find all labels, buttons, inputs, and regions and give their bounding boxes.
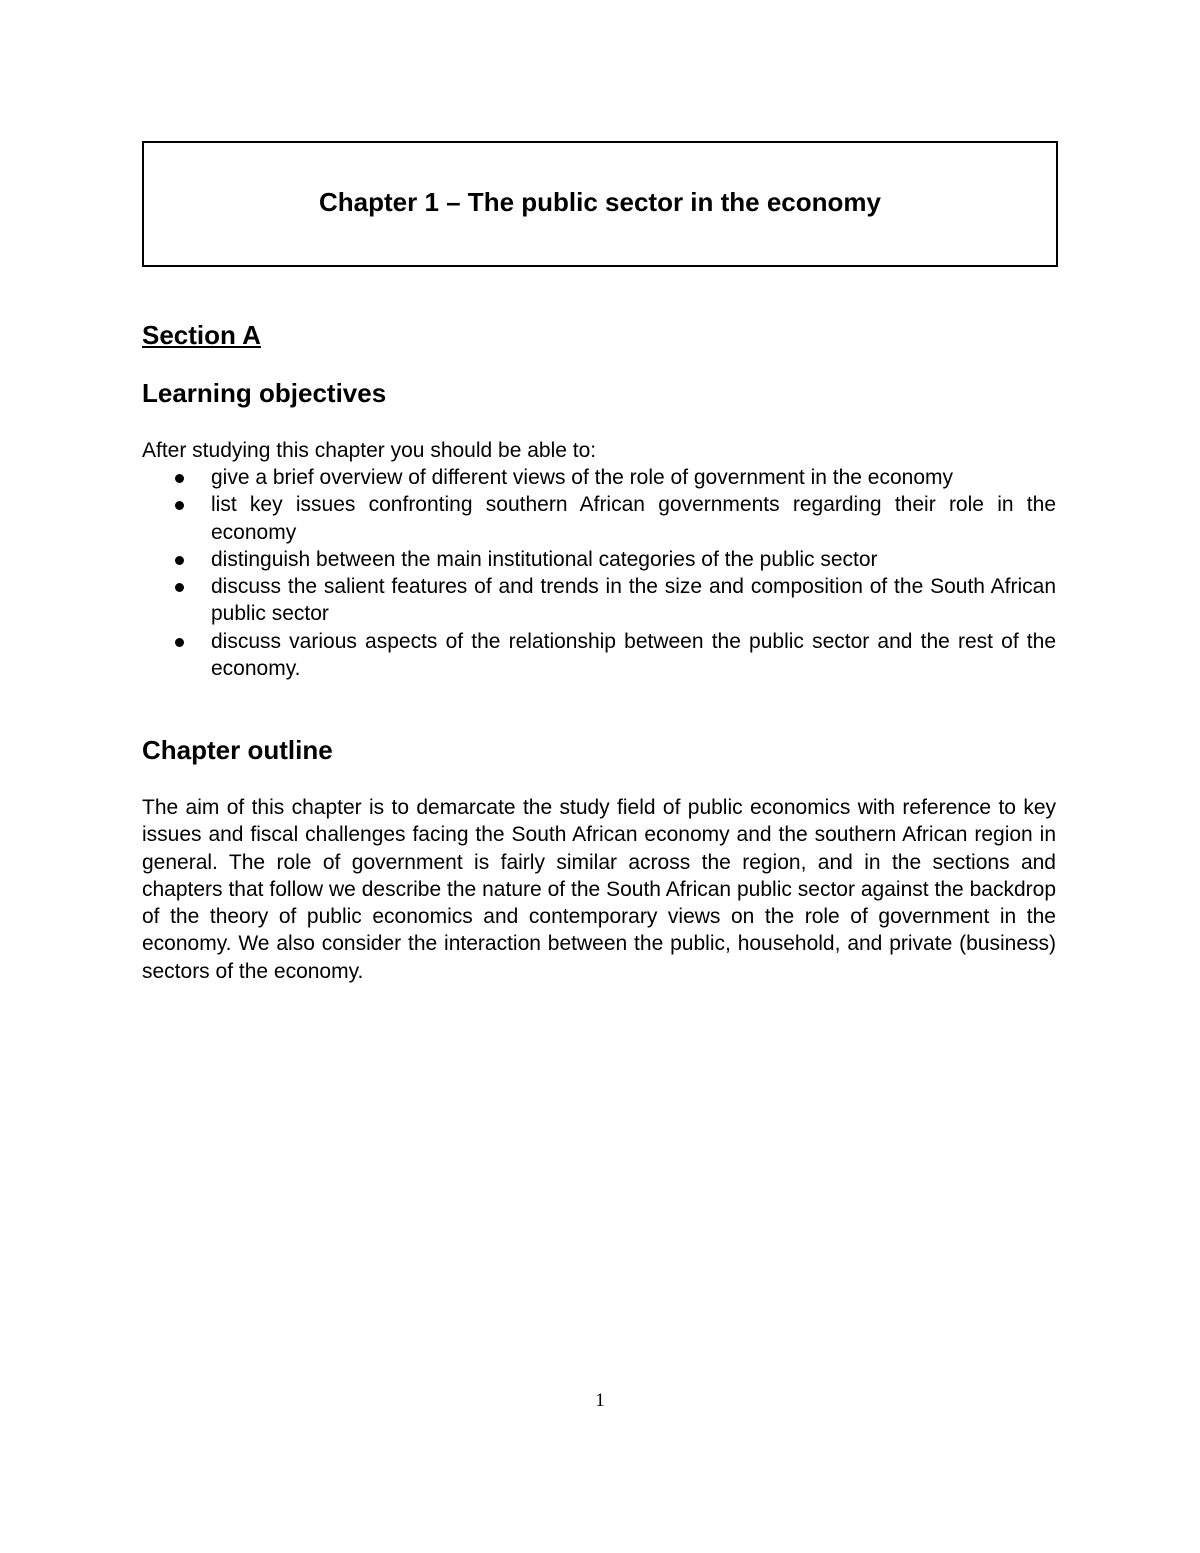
objectives-list	[142, 464, 1056, 682]
chapter-outline-body: The aim of this chapter is to demarcate the study field of public economics with reference to key issues and fiscal challenges facing the South African economy and the southern African region in general. The role of government is fairly similar across the region, and in the sections and chapters that follow we describe the nature of the South African public sector against the backdrop of the theory of public economics and contemporary views on the role of government in the economy. We also consider the interaction between the public, household, and private (business) sectors of the economy.	[142, 796, 1056, 983]
chapter-outline-heading: Chapter outline	[142, 735, 333, 765]
bullet-icon	[175, 583, 184, 592]
bullet-icon	[175, 556, 184, 565]
objectives-intro: After studying this chapter you should be able to:	[142, 439, 597, 462]
objective-item	[142, 573, 1056, 628]
page-number: 1	[595, 1390, 605, 1411]
objective-text: discuss the salient features of and trends in the size and composition of the South African public sector	[211, 575, 1056, 626]
objective-item	[142, 628, 1056, 683]
objective-item	[142, 464, 1056, 491]
objective-item	[142, 546, 1056, 573]
objective-item	[142, 491, 1056, 546]
chapter-title: Chapter 1 – The public sector in the economy	[318, 186, 881, 217]
bullet-icon	[175, 501, 184, 510]
chapter-title-box	[142, 141, 1058, 267]
bullet-icon	[175, 474, 184, 483]
learning-objectives-heading: Learning objectives	[142, 378, 387, 408]
section-heading: Section A	[142, 320, 261, 350]
objective-text: list key issues confronting southern African governments regarding their role in the economy	[211, 493, 1056, 544]
bullet-icon	[175, 638, 184, 647]
objective-text: distinguish between the main institutional categories of the public sector	[211, 547, 878, 571]
objective-text: discuss various aspects of the relationship between the public sector and the rest of the economy.	[211, 629, 1056, 681]
objective-text: give a brief overview of different views of the role of government in the economy	[211, 466, 954, 489]
